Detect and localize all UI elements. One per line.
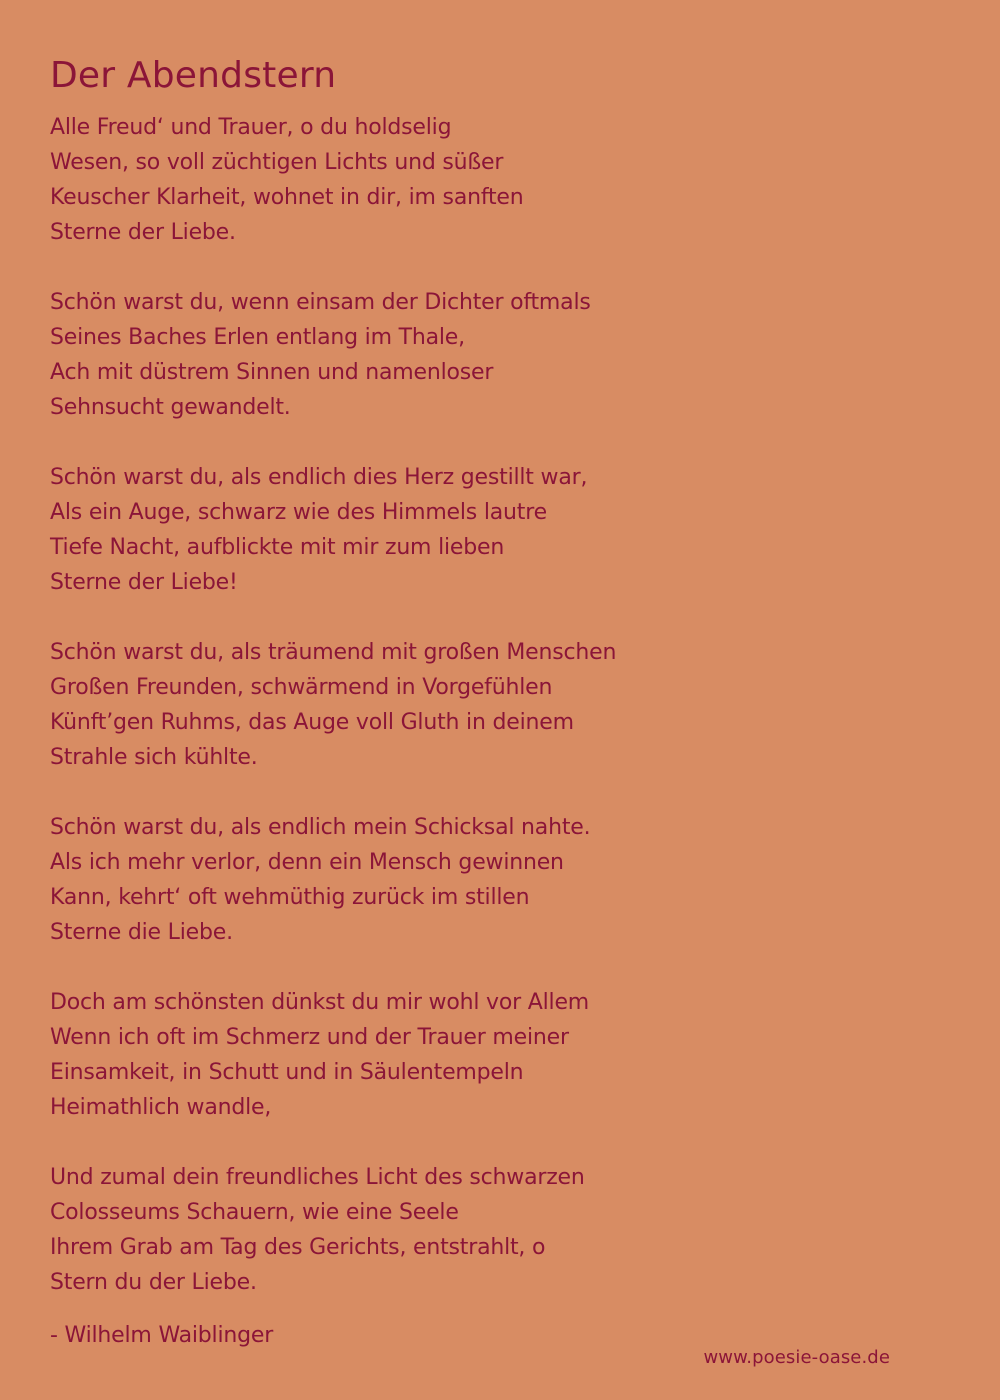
poem-line: Kann, kehrt‘ oft wehmüthig zurück im stillen [50,885,530,910]
poem-line: Keuscher Klarheit, wohnet in dir, im sanften [50,185,524,210]
stanza-1 [50,110,950,250]
poem-line: Colosseums Schauern, wie eine Seele [50,1200,459,1225]
poem-page [50,52,950,1335]
poem-line: Schön warst du, wenn einsam der Dichter oftmals [50,290,591,315]
poem-line: Ach mit düstrem Sinnen und namenloser [50,360,494,385]
poem-line: Seines Baches Erlen entlang im Thale, [50,325,465,350]
poem-line: Wenn ich oft im Schmerz und der Trauer meiner [50,1025,569,1050]
poem-line: Schön warst du, als träumend mit großen Menschen [50,640,617,665]
poem-line: Einsamkeit, in Schutt und in Säulentempeln [50,1060,524,1085]
poem-line: Stern du der Liebe. [50,1270,257,1295]
poem-line: Doch am schönsten dünkst du mir wohl vor Allem [50,990,590,1015]
stanza-3 [50,460,950,600]
stanza-6 [50,985,950,1125]
poem-line: Und zumal dein freundliches Licht des schwarzen [50,1165,585,1190]
poem-line: Wesen, so voll züchtigen Lichts und süßer [50,150,504,175]
poem-line: Schön warst du, als endlich dies Herz gestillt war, [50,465,588,490]
poem-body [50,110,950,1300]
stanza-2 [50,285,950,425]
poem-line: Sehnsucht gewandelt. [50,395,291,420]
poem-line: Strahle sich kühlte. [50,745,258,770]
author-credit: - Wilhelm Waiblinger [50,1323,274,1348]
poem-line: Sterne der Liebe! [50,570,238,595]
stanza-7 [50,1160,950,1300]
poem-title: Der Abendstern [50,55,337,96]
poem-line: Sterne der Liebe. [50,220,236,245]
poem-line: Schön warst du, als endlich mein Schicksal nahte. [50,815,591,840]
poem-line: Als ich mehr verlor, denn ein Mensch gewinnen [50,850,564,875]
poem-line: Sterne die Liebe. [50,920,233,945]
poem-line: Tiefe Nacht, aufblickte mit mir zum lieben [50,535,505,560]
poem-line: Heimathlich wandle, [50,1095,272,1120]
poem-line: Ihrem Grab am Tag des Gerichts, entstrahlt, o [50,1235,546,1260]
poem-line: Großen Freunden, schwärmend in Vorgefühlen [50,675,553,700]
stanza-4 [50,635,950,775]
website-url: www.poesie-oase.de [703,1347,890,1368]
poem-line: Künft’gen Ruhms, das Auge voll Gluth in deinem [50,710,574,735]
poem-line: Alle Freud‘ und Trauer, o du holdselig [50,115,452,140]
stanza-5 [50,810,950,950]
poem-line: Als ein Auge, schwarz wie des Himmels lautre [50,500,547,525]
